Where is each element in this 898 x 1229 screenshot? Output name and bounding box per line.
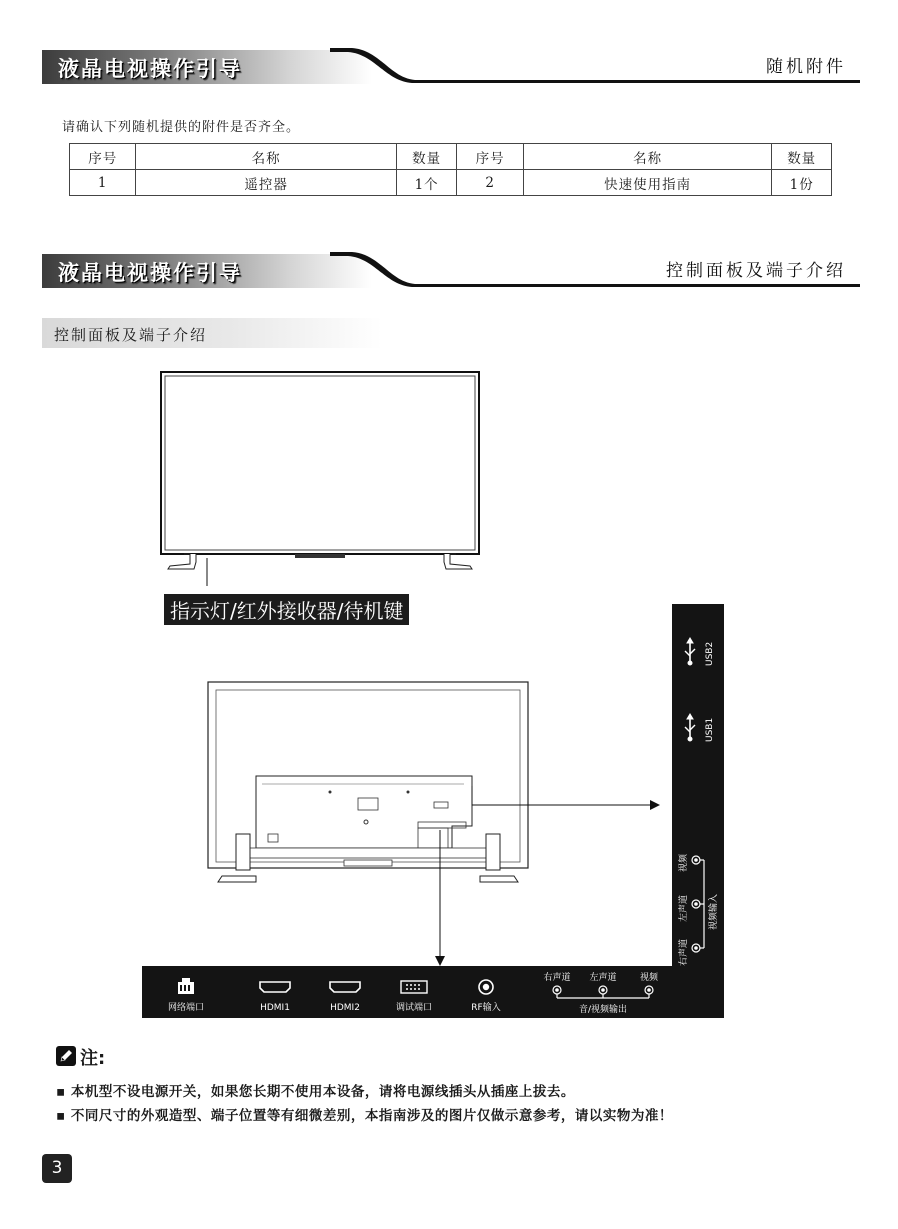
table-header: 名称 (136, 144, 396, 170)
banner-right-title: 控制面板及端子介绍 (666, 261, 846, 281)
banner-title: 液晶电视操作引导 (58, 260, 242, 285)
note-line-2: ▪ 不同尺寸的外观造型、端子位置等有细微差别，本指南涉及的图片仅做示意参考，请以实物为准！ (56, 1108, 673, 1124)
hdmi1-label: HDMI1 (260, 1003, 290, 1013)
debug-port-label: 调试端口 (395, 1003, 433, 1013)
table-cell: 快速使用指南 (523, 170, 772, 196)
table-header: 名称 (523, 144, 772, 170)
out-left-channel-label: 左声道 (589, 973, 617, 983)
table-header: 序号 (457, 144, 523, 170)
banner-right-title: 随机附件 (766, 57, 846, 77)
bottom-terminal-panel (142, 966, 674, 1018)
table-header: 数量 (396, 144, 457, 170)
note-line-1: ▪ 本机型不设电源开关，如果您长期不使用本设备，请将电源线插头从插座上拔去。 (56, 1084, 575, 1100)
banner-title: 液晶电视操作引导 (58, 56, 242, 81)
av-input-label: 视频输入 (709, 893, 719, 930)
table-header: 数量 (772, 144, 832, 170)
table-cell: 2 (457, 170, 523, 196)
side-left-channel-label: 左声道 (679, 894, 689, 922)
hdmi2-label: HDMI2 (330, 1003, 360, 1013)
rf-input-label: RF输入 (471, 1003, 501, 1013)
pencil-note-icon (56, 1046, 76, 1066)
network-port-label: 网络端口 (167, 1003, 205, 1013)
note-title: 注: (80, 1048, 106, 1069)
table-cell: 遥控器 (136, 170, 396, 196)
usb1-label: USB1 (705, 717, 715, 742)
table-cell: 1 (70, 170, 136, 196)
table-cell: 1个 (396, 170, 457, 196)
side-right-channel-label: 右声道 (679, 938, 689, 966)
table-cell: 1份 (772, 170, 832, 196)
side-terminal-panel (672, 604, 724, 1018)
subheading: 控制面板及端子介绍 (54, 326, 208, 344)
intro-text: 请确认下列随机提供的附件是否齐全。 (62, 120, 301, 135)
page-number: 3 (42, 1154, 72, 1183)
indicator-callout: 指示灯/红外接收器/待机键 (164, 594, 409, 625)
out-right-channel-label: 右声道 (543, 973, 571, 983)
side-video-label: 视频 (679, 853, 689, 872)
table-header: 序号 (70, 144, 136, 170)
usb2-label: USB2 (705, 641, 715, 666)
out-video-label: 视频 (639, 973, 659, 983)
av-output-label: 音/视频输出 (578, 1005, 628, 1015)
